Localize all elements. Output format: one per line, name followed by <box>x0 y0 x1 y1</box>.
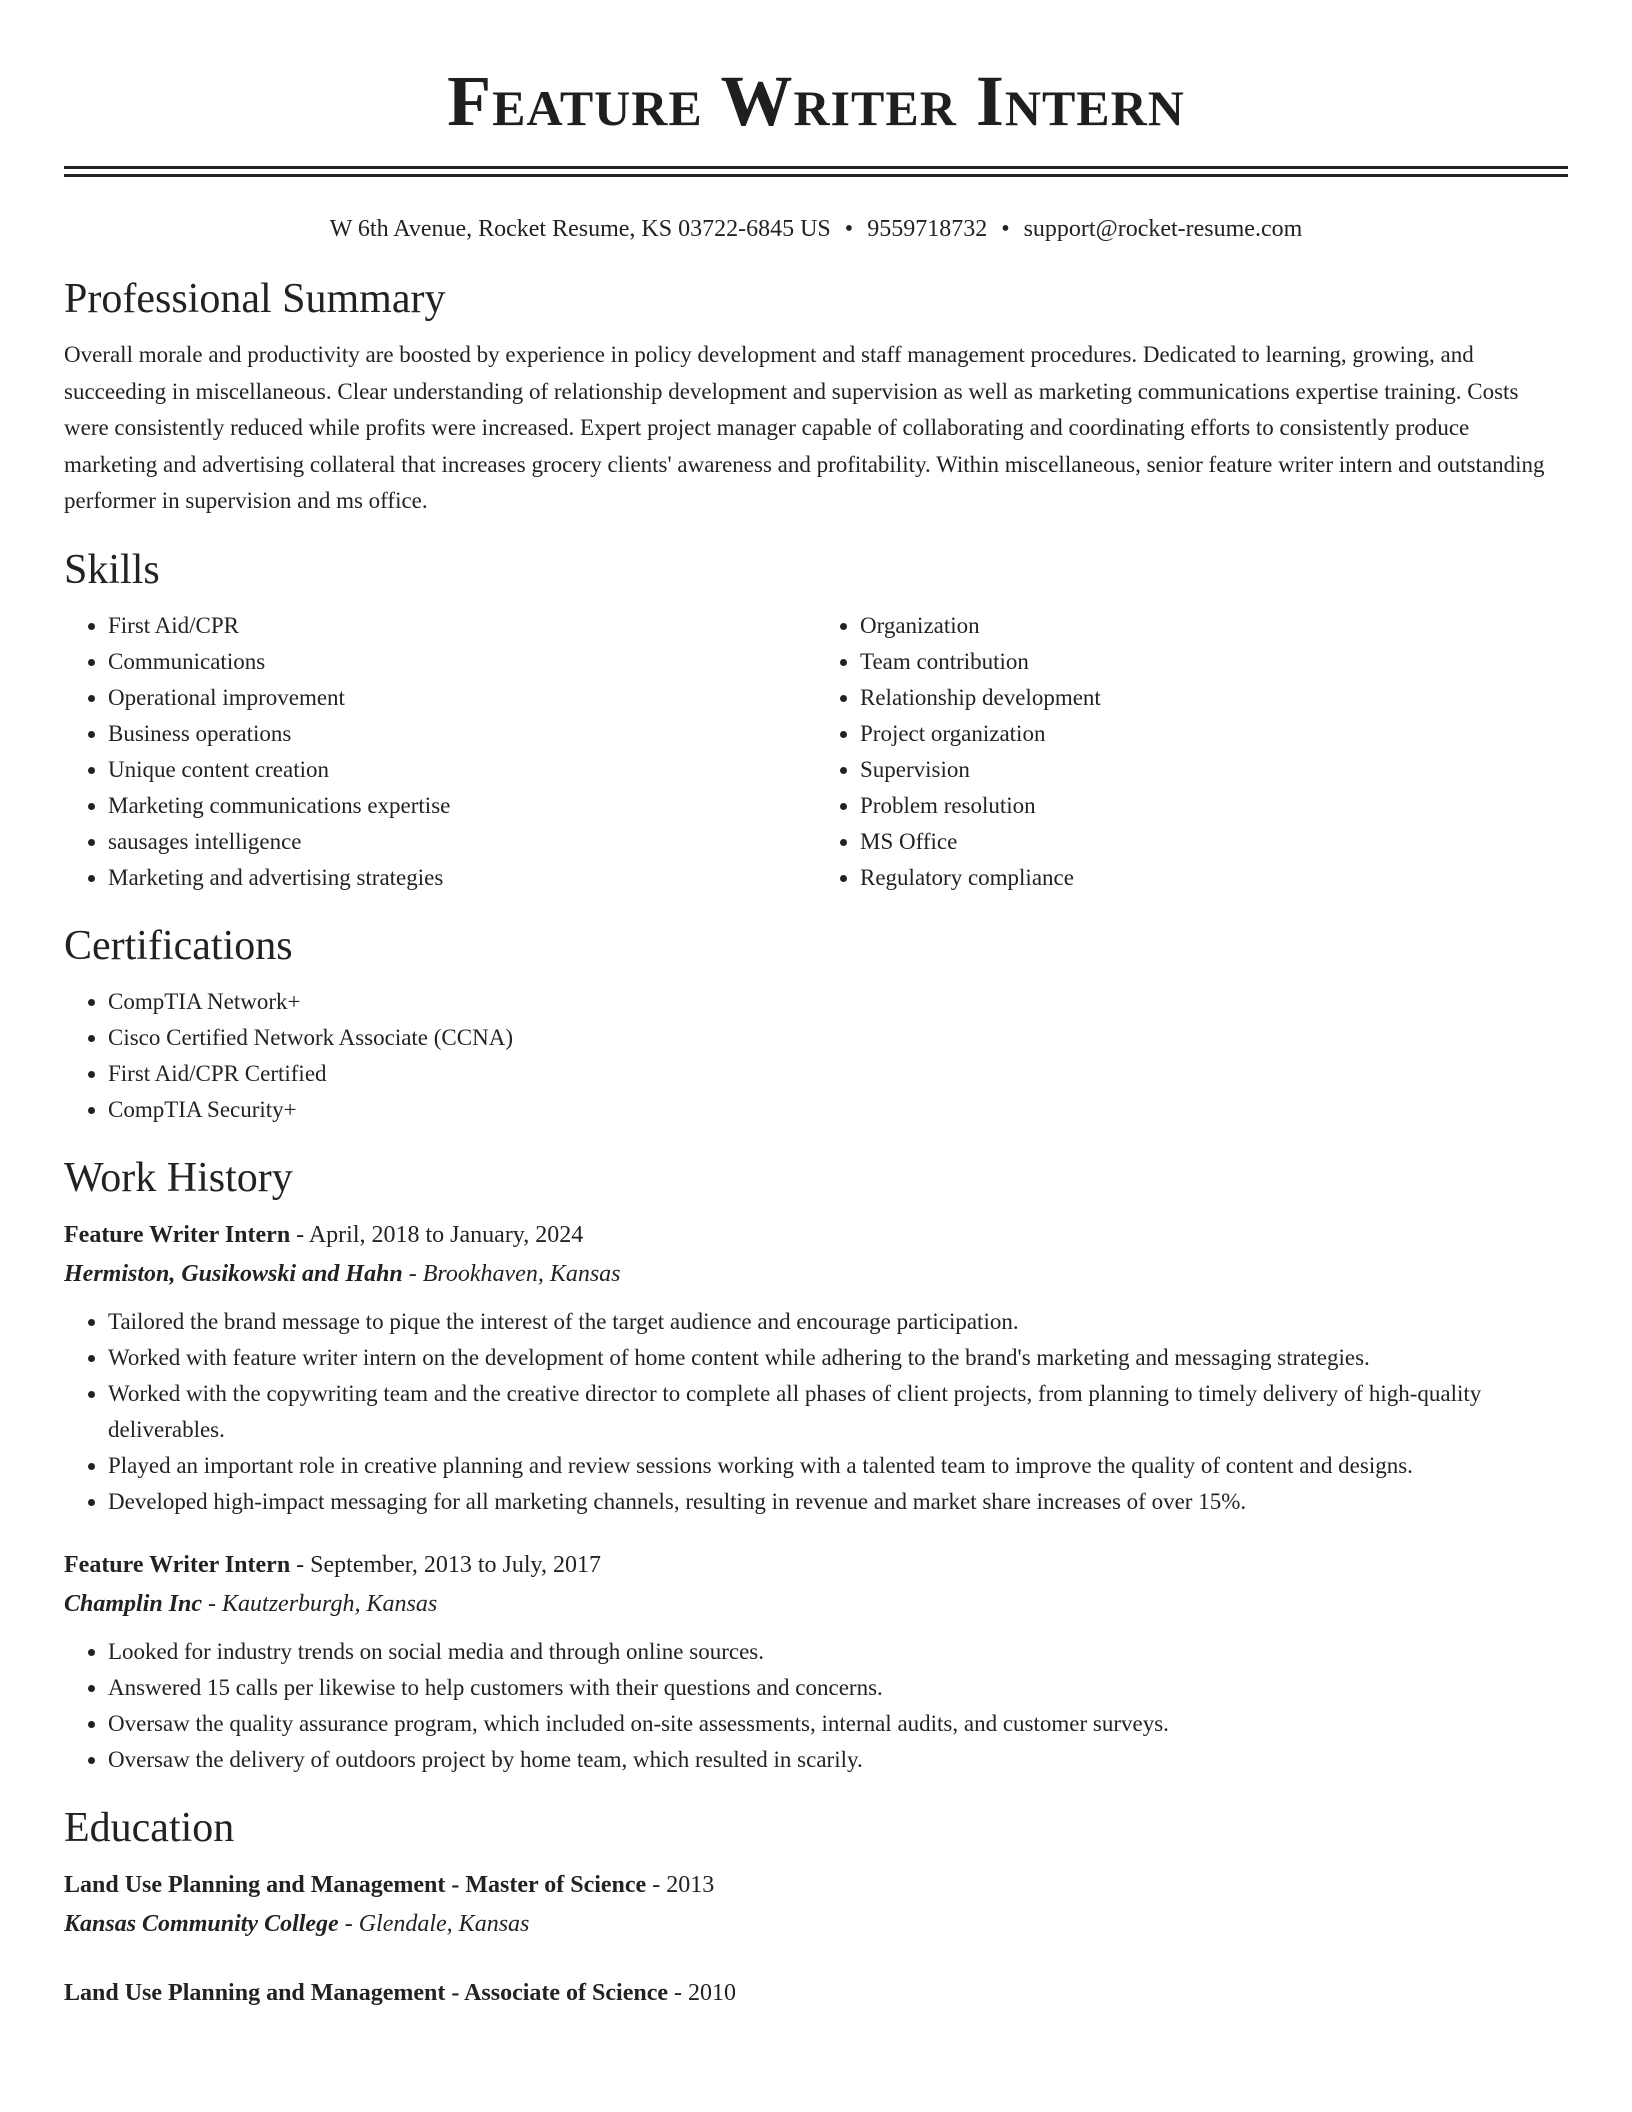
skill-item: • Communications <box>108 644 816 680</box>
education-entry <box>64 1974 1568 2012</box>
job-title-line <box>64 1216 1568 1254</box>
job-location: - Brookhaven, Kansas <box>402 1260 621 1287</box>
skill-item: • Project organization <box>860 716 1568 752</box>
job-company: Champlin Inc <box>64 1590 203 1617</box>
job-bullet: • Oversaw the quality assurance program, which included on-site assessments, internal audits, and customer surveys. <box>108 1706 1568 1742</box>
education-degree: Land Use Planning and Management - Associate of Science <box>64 1979 669 2006</box>
skill-item: • Unique content creation <box>108 752 816 788</box>
skill-item: • Supervision <box>860 752 1568 788</box>
skill-item: • Regulatory compliance <box>860 860 1568 896</box>
contact-separator: • <box>1001 216 1010 242</box>
certification-item: • CompTIA Network+ <box>108 984 1568 1020</box>
section-title-summary: Professional Summary <box>64 276 446 322</box>
job-title-line <box>64 1546 1568 1584</box>
job-role: Feature Writer Intern <box>64 1221 291 1248</box>
summary-text: Overall morale and productivity are boosted by experience in policy development and staff management procedures. Dedicated to learning, growing, and succeeding in miscellaneous. Clear understanding of relationship development and supervision as well as marketing communications expertise training. Costs were consistently reduced while profits were increased. Expert project manager capable of collaborating and coordinating efforts to consistently produce marketing and advertising collateral that increases grocery clients' awareness and profitability. Within miscellaneous, senior feature writer intern and outstanding performer in supervision and ms office. <box>64 342 1545 513</box>
certification-item: • Cisco Certified Network Associate (CCNA) <box>108 1020 1568 1056</box>
section-title-skills: Skills <box>64 546 160 593</box>
job-dates: - April, 2018 to January, 2024 <box>290 1221 584 1248</box>
skill-item: • Problem resolution <box>860 788 1568 824</box>
education-school: Kansas Community College <box>64 1910 339 1937</box>
education-degree: Land Use Planning and Management - Master of Science <box>64 1871 647 1898</box>
education-year: - 2010 <box>668 1979 737 2006</box>
job-entry <box>64 1216 1568 1520</box>
skill-item: • Organization <box>860 608 1568 644</box>
skill-item: • Marketing communications expertise <box>108 788 816 824</box>
job-bullet: • Developed high-impact messaging for all marketing channels, resulting in revenue and market share increases of over 15%. <box>108 1484 1568 1520</box>
section-title-certifications: Certifications <box>64 922 293 969</box>
section-work-history <box>64 1152 1568 1778</box>
education-entry <box>64 1866 1568 1944</box>
job-company: Hermiston, Gusikowski and Hahn <box>64 1260 403 1287</box>
header-double-rule <box>64 166 1568 177</box>
job-company-line <box>64 1254 1568 1294</box>
education-location: - Glendale, Kansas <box>338 1910 530 1937</box>
section-professional-summary <box>64 273 1568 520</box>
skill-item: • Marketing and advertising strategies <box>108 860 816 896</box>
certification-item: • CompTIA Security+ <box>108 1092 1568 1128</box>
section-skills <box>64 544 1568 896</box>
certifications-list <box>64 984 1568 1128</box>
skill-item: • Relationship development <box>860 680 1568 716</box>
section-education <box>64 1802 1568 2012</box>
job-dates: - September, 2013 to July, 2017 <box>290 1551 601 1578</box>
section-certifications <box>64 920 1568 1128</box>
candidate-name: Feature Writer Intern <box>447 61 1185 141</box>
job-bullet: • Worked with the copywriting team and the creative director to complete all phases of client projects, from planning to timely delivery of high-quality deliverables. <box>108 1376 1568 1448</box>
job-role: Feature Writer Intern <box>64 1551 291 1578</box>
education-year: - 2013 <box>646 1871 715 1898</box>
section-title-work-history: Work History <box>64 1154 293 1201</box>
job-bullet: • Played an important role in creative planning and review sessions working with a talented team to improve the quality of content and designs. <box>108 1448 1568 1484</box>
education-school-line <box>64 1904 1568 1944</box>
skills-grid <box>64 608 1568 896</box>
education-degree-line <box>64 1866 1568 1904</box>
skill-item: • First Aid/CPR <box>108 608 816 644</box>
job-bullet: • Worked with feature writer intern on the development of home content while adhering to the brand's marketing and messaging strategies. <box>108 1340 1568 1376</box>
skill-item: • Operational improvement <box>108 680 816 716</box>
skill-item: • sausages intelligence <box>108 824 816 860</box>
contact-email: support@rocket-resume.com <box>1023 216 1303 242</box>
job-entry <box>64 1546 1568 1778</box>
skills-list-left <box>64 608 816 896</box>
contact-phone: 9559718732 <box>867 216 988 242</box>
job-location: - Kautzerburgh, Kansas <box>202 1590 438 1617</box>
section-title-education: Education <box>64 1804 235 1851</box>
job-bullet: • Oversaw the delivery of outdoors project by home team, which resulted in scarily. <box>108 1742 1568 1778</box>
contact-separator: • <box>844 216 854 242</box>
job-company-line <box>64 1584 1568 1624</box>
job-bullets <box>64 1634 1568 1778</box>
skill-item: • MS Office <box>860 824 1568 860</box>
contact-address: W 6th Avenue, Rocket Resume, KS 03722-6845 US <box>329 216 831 242</box>
job-bullets <box>64 1304 1568 1520</box>
job-bullet: • Looked for industry trends on social media and through online sources. <box>108 1634 1568 1670</box>
contact-line <box>64 213 1568 245</box>
skill-item: • Team contribution <box>860 644 1568 680</box>
certification-item: • First Aid/CPR Certified <box>108 1056 1568 1092</box>
skill-item: • Business operations <box>108 716 816 752</box>
job-bullet: • Answered 15 calls per likewise to help customers with their questions and concerns. <box>108 1670 1568 1706</box>
education-degree-line <box>64 1974 1568 2012</box>
skills-list-right <box>816 608 1568 896</box>
job-bullet: • Tailored the brand message to pique the interest of the target audience and encourage participation. <box>108 1304 1568 1340</box>
